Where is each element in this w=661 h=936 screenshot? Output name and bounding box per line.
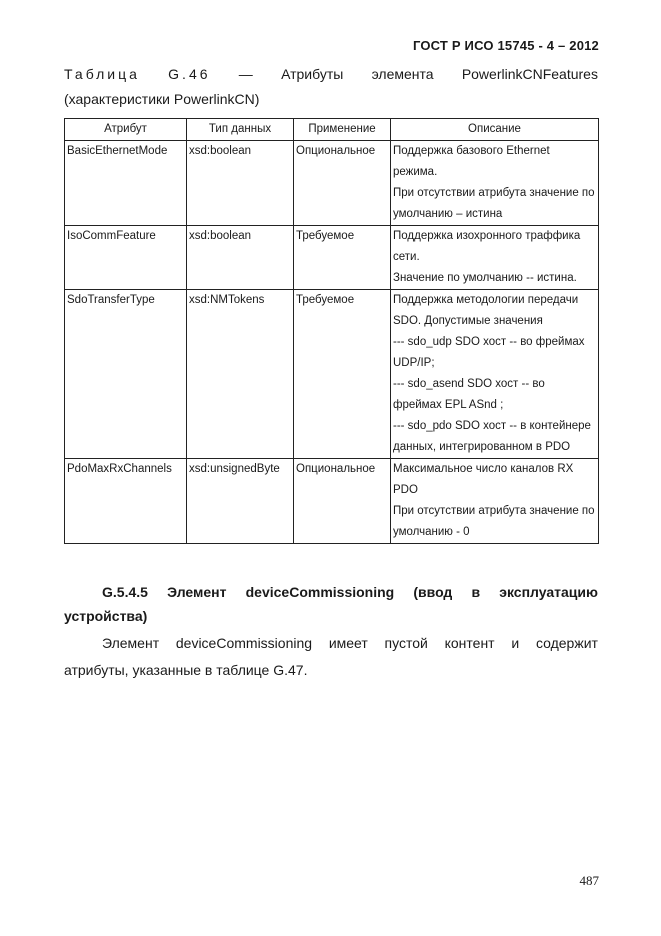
description-paragraph: --- sdo_asend SDO хост -- во фреймах EPL ASnd ; (393, 378, 545, 411)
attribute-cell: SdoTransferType (65, 290, 187, 459)
body-word: контент (444, 635, 495, 651)
type-cell: xsd:boolean (187, 226, 294, 290)
caption-line-1 (64, 62, 598, 87)
page-number: 487 (579, 873, 599, 888)
description-cell (391, 290, 599, 459)
body-word: пустой (384, 635, 428, 651)
section-title-word: Элемент (167, 584, 227, 600)
column-header: Описание (391, 119, 599, 141)
description-paragraph: Поддержка базового Ethernet режима. (393, 145, 550, 178)
caption-word: PowerlinkCNFeatures (461, 66, 598, 82)
type-cell: xsd:NMTokens (187, 290, 294, 459)
section-title-word: эксплуатацию (499, 584, 598, 600)
body-word: содержит (535, 635, 598, 651)
caption-word: G.46 (168, 66, 211, 82)
usage-cell: Опциональное (294, 459, 391, 544)
attribute-cell: BasicEthernetMode (65, 141, 187, 226)
body-word: имеет (328, 635, 368, 651)
table-caption (64, 62, 598, 112)
description-paragraph: Поддержка методологии передачи SDO. Допустимые значения (393, 294, 579, 327)
attribute-cell: PdoMaxRxChannels (65, 459, 187, 544)
description-paragraph: Поддержка изохронного траффика сети. (393, 230, 581, 263)
section-heading (64, 580, 598, 628)
section-title-word: в (471, 584, 481, 600)
body-word: deviceCommissioning (175, 635, 313, 651)
table-row (65, 290, 599, 459)
body-word: и (511, 635, 520, 651)
section-title-word: deviceCommissioning (245, 584, 395, 600)
usage-cell: Опциональное (294, 141, 391, 226)
type-cell: xsd:boolean (187, 141, 294, 226)
section-heading-line-2: устройства) (64, 608, 148, 624)
attributes-table (64, 118, 599, 544)
usage-cell: Требуемое (294, 290, 391, 459)
description-paragraph: --- sdo_udp SDO хост -- во фреймах UDP/IP; (393, 336, 585, 369)
body-line-2: атрибуты, указанные в таблице G.47. (64, 662, 308, 678)
caption-word: — (238, 66, 253, 82)
table-row (65, 226, 599, 290)
description-paragraph: Максимальное число каналов RX PDO (393, 463, 574, 496)
column-header: Тип данных (187, 119, 294, 141)
section-number: G.5.4.5 (102, 584, 148, 600)
table-header-row (65, 119, 599, 141)
document-header: ГОСТ Р ИСО 15745 - 4 – 2012 (412, 38, 599, 53)
caption-word: Атрибуты (281, 66, 344, 82)
column-header: Атрибут (65, 119, 187, 141)
body-paragraph (64, 630, 598, 684)
description-cell (391, 459, 599, 544)
attribute-cell: IsoCommFeature (65, 226, 187, 290)
caption-word: элемента (371, 66, 434, 82)
body-line-1 (64, 630, 598, 657)
body-word: Элемент (102, 635, 160, 651)
description-paragraph: При отсутствии атрибута значение по умолчанию - 0 (393, 505, 595, 538)
table-row (65, 459, 599, 544)
type-cell: xsd:unsignedByte (187, 459, 294, 544)
description-cell (391, 226, 599, 290)
caption-line-2: (характеристики PowerlinkCN) (64, 91, 260, 107)
description-cell (391, 141, 599, 226)
description-paragraph: Значение по умолчанию -- истина. (393, 272, 577, 284)
usage-cell: Требуемое (294, 226, 391, 290)
column-header: Применение (294, 119, 391, 141)
caption-word: Таблица (64, 66, 140, 82)
section-title-word: (ввод (413, 584, 453, 600)
description-paragraph: При отсутствии атрибута значение по умолчанию – истина (393, 187, 595, 220)
section-heading-line-1 (64, 580, 598, 604)
table-row (65, 141, 599, 226)
description-paragraph: --- sdo_pdo SDO хост -- в контейнере данных, интегрированном в PDO (393, 420, 591, 453)
